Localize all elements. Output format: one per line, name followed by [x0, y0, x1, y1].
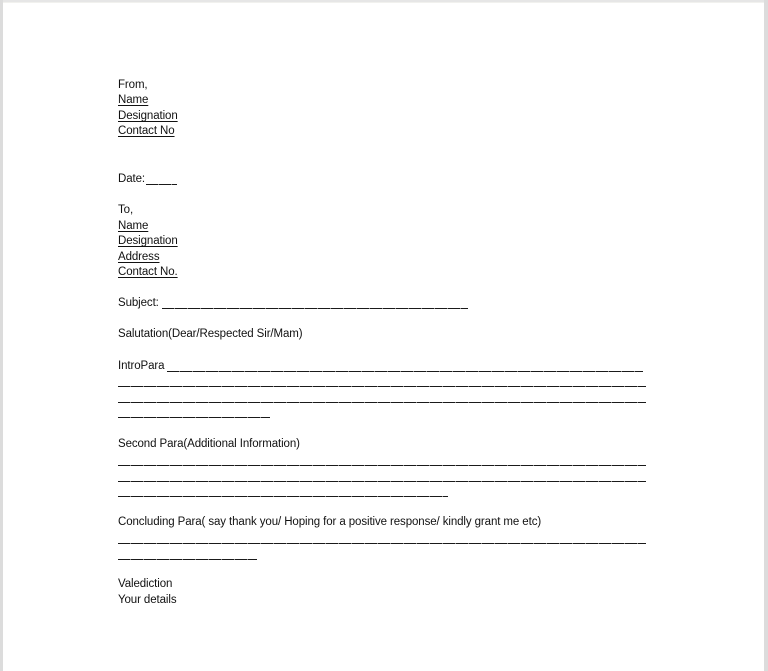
your-details: Your details: [118, 594, 177, 606]
second-para-blank-3: [118, 496, 448, 497]
date-label: Date:: [118, 173, 145, 185]
concluding-para-blank-1: [118, 543, 646, 544]
salutation: Salutation(Dear/Respected Sir/Mam): [118, 328, 303, 340]
valediction: Valediction: [118, 578, 173, 590]
from-contact-no: Contact No: [118, 125, 175, 137]
to-address: Address: [118, 251, 160, 263]
date-line: [118, 172, 145, 186]
date-blank: [146, 184, 177, 185]
second-para-blank-2: [118, 481, 646, 482]
from-name: Name: [118, 94, 149, 106]
intro-para-blank-2: [118, 386, 646, 387]
concluding-para-label: Concluding Para( say thank you/ Hoping for a positive response/ kindly grant me etc): [118, 516, 542, 528]
subject-label: Subject:: [118, 297, 159, 309]
from-designation: Designation: [118, 110, 178, 122]
to-heading: To,: [118, 204, 134, 216]
concluding-para-blank-2: [118, 559, 257, 560]
scrollbar-track[interactable]: [764, 0, 768, 671]
to-contact-no: Contact No.: [118, 266, 178, 278]
to-name: Name: [118, 220, 149, 232]
to-designation: Designation: [118, 235, 178, 247]
intro-para-label: IntroPara: [118, 360, 165, 372]
intro-para-blank-3: [118, 402, 646, 403]
second-para-blank-1: [118, 465, 646, 466]
subject-blank: [162, 308, 468, 309]
intro-para-blank-1: [167, 371, 643, 372]
intro-para-blank-4: [118, 417, 270, 418]
second-para-label: Second Para(Additional Information): [118, 438, 300, 450]
from-heading: From,: [118, 79, 148, 91]
